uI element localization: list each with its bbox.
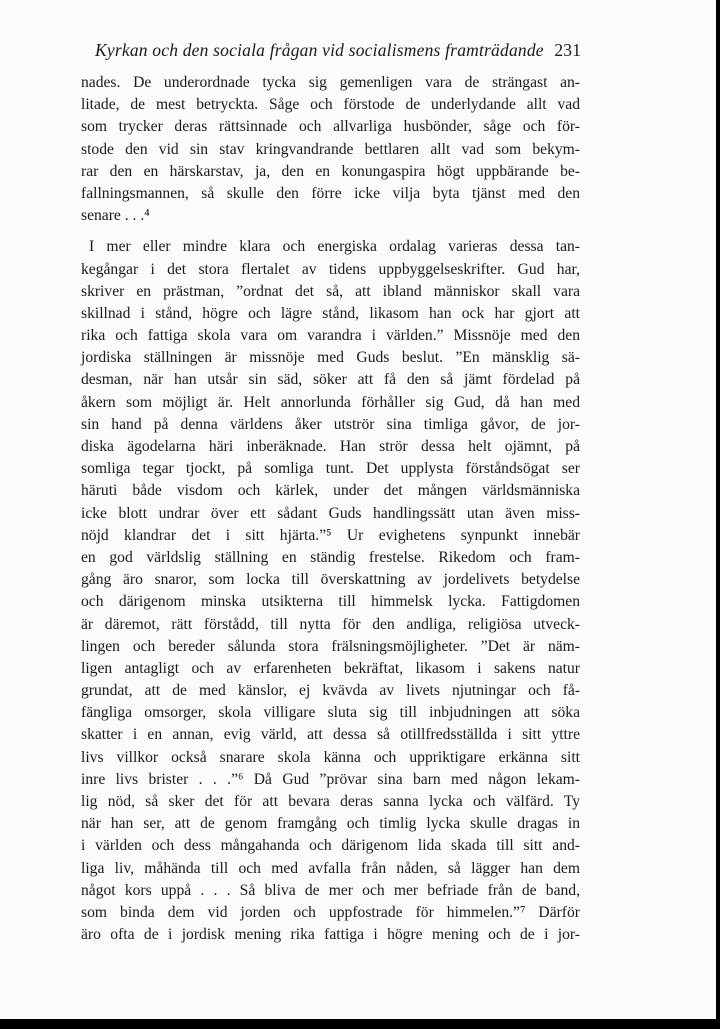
text-line: livs villkor också snarare skola känna och uppriktigare erkänna sitt <box>81 748 580 766</box>
text-line: gång äro snaror, som locka till överskattning av jordelivets betydelse <box>81 571 580 589</box>
page-number: 231 <box>554 40 582 60</box>
text-line: som binda dem vid jorden och uppfostrade för himmelen.”⁷ Därför <box>81 903 580 921</box>
text-line: när han ser, att de genom framgång och timlig lycka skulle dragas in <box>81 815 580 833</box>
text-line: sin hand på denna världens åker utströr sina timliga gåvor, de jor- <box>81 415 580 433</box>
text-line: åkern som möjligt är. Helt annorlunda förhåller sig Gud, då han med <box>81 393 580 411</box>
text-line: lingen och bereder sålunda stora frälsningsmöjligheter. ”Det är näm- <box>81 637 580 655</box>
text-line: lig nöd, så sker det för att bevara deras sanna lycka och välfärd. Ty <box>81 793 580 810</box>
text-line: rika och fattiga skola vara om varandra i världen.” Missnöje med den <box>81 327 580 345</box>
paragraph-2 <box>81 236 580 946</box>
text-line: nöjd klandrar det i sitt hjärta.”⁵ Ur evighetens synpunkt innebär <box>81 526 580 544</box>
scan-edge-bottom <box>0 1019 720 1029</box>
text-line: äro ofta de i jordisk mening rika fattiga i högre mening och de i jor- <box>81 926 580 944</box>
body-text <box>81 72 580 946</box>
header-title: Kyrkan och den sociala frågan vid socialismens framträdande <box>95 40 544 60</box>
text-line: och därigenom minska utsikterna till himmelsk lycka. Fattigdomen <box>81 593 580 611</box>
text-line: stode den vid sin stav kringvandrande bettlaren allt vad som bekym- <box>81 140 580 158</box>
scan-edge-right <box>716 0 720 1029</box>
text-line: liga liv, måhända till och med avfalla från nåden, så lägger han dem <box>81 859 580 877</box>
text-line: något kors uppå . . . Så bliva de mer och mer befriade från de band, <box>81 881 580 899</box>
text-line: som trycker deras rättsinnade och allvarliga husbönder, såge och för- <box>81 118 580 136</box>
text-line: rar den en härskarstav, ja, den en konungaspira högt uppbärande be- <box>81 162 580 180</box>
text-line: icke blott undrar över ett sådant Guds handlingssätt utan även miss- <box>81 504 580 522</box>
text-line: i världen och dess mångahanda och därigenom lida skada till sitt and- <box>81 837 580 855</box>
running-header <box>95 40 580 61</box>
text-line: grundat, att de med känslor, ej kvävda av livets njutningar och få- <box>81 682 580 700</box>
text-line: skatter i en annan, evig värld, att dessa så otillfredsställda i sitt yttre <box>81 726 580 744</box>
text-line: inre livs brister . . .”⁶ Då Gud ”prövar sina barn med någon lekam- <box>81 770 580 788</box>
text-line: skillnad i stånd, högre och lägre stånd, likasom han ock har gjort att <box>81 304 580 322</box>
text-line: häruti både visdom och kärlek, under det mången världsmänniska <box>81 482 580 500</box>
paragraph-1 <box>81 72 580 227</box>
text-line: I mer eller mindre klara och energiska ordalag varieras dessa tan- <box>89 238 580 256</box>
text-line: skriver en prästman, ”ordnat det så, att ibland människor skall vara <box>81 282 580 300</box>
text-line: nades. De underordnade tycka sig gemenligen vara de strängast an- <box>81 74 580 91</box>
text-line: litade, de mest betryckta. Såge och förstode de underlydande allt vad <box>81 96 580 114</box>
text-line: är däremot, rätt förstådd, till nytta för den andliga, religiösa utveck- <box>81 615 580 633</box>
text-line: fallningsmannen, så skulle den förre icke vilja byta tjänst med den <box>81 184 580 202</box>
text-line: senare . . .⁴ <box>81 207 150 225</box>
text-line: somliga tegar tjockt, på somliga tunt. Det upplysta förståndsögat ser <box>81 460 580 478</box>
text-line: fängliga omsorger, skola villigare sluta sig till inbjudningen att söka <box>81 704 580 722</box>
text-line: jordiska ställningen är missnöje med Guds beslut. ”En mänsklig sä- <box>81 349 580 367</box>
text-line: ligen antagligt och av erfarenheten bekräftat, likasom i sakens natur <box>81 659 580 677</box>
text-line: desman, när han utsår sin säd, söker att få den så jämt fördelad på <box>81 371 580 389</box>
text-line: en god världslig ställning en ständig frestelse. Rikedom och fram- <box>81 548 580 566</box>
text-line: kegångar i det stora flertalet av tidens uppbyggelseskrifter. Gud har, <box>81 260 580 278</box>
text-line: diska ägodelarna häri inberäknade. Han strör dessa helt ojämnt, på <box>81 438 580 455</box>
